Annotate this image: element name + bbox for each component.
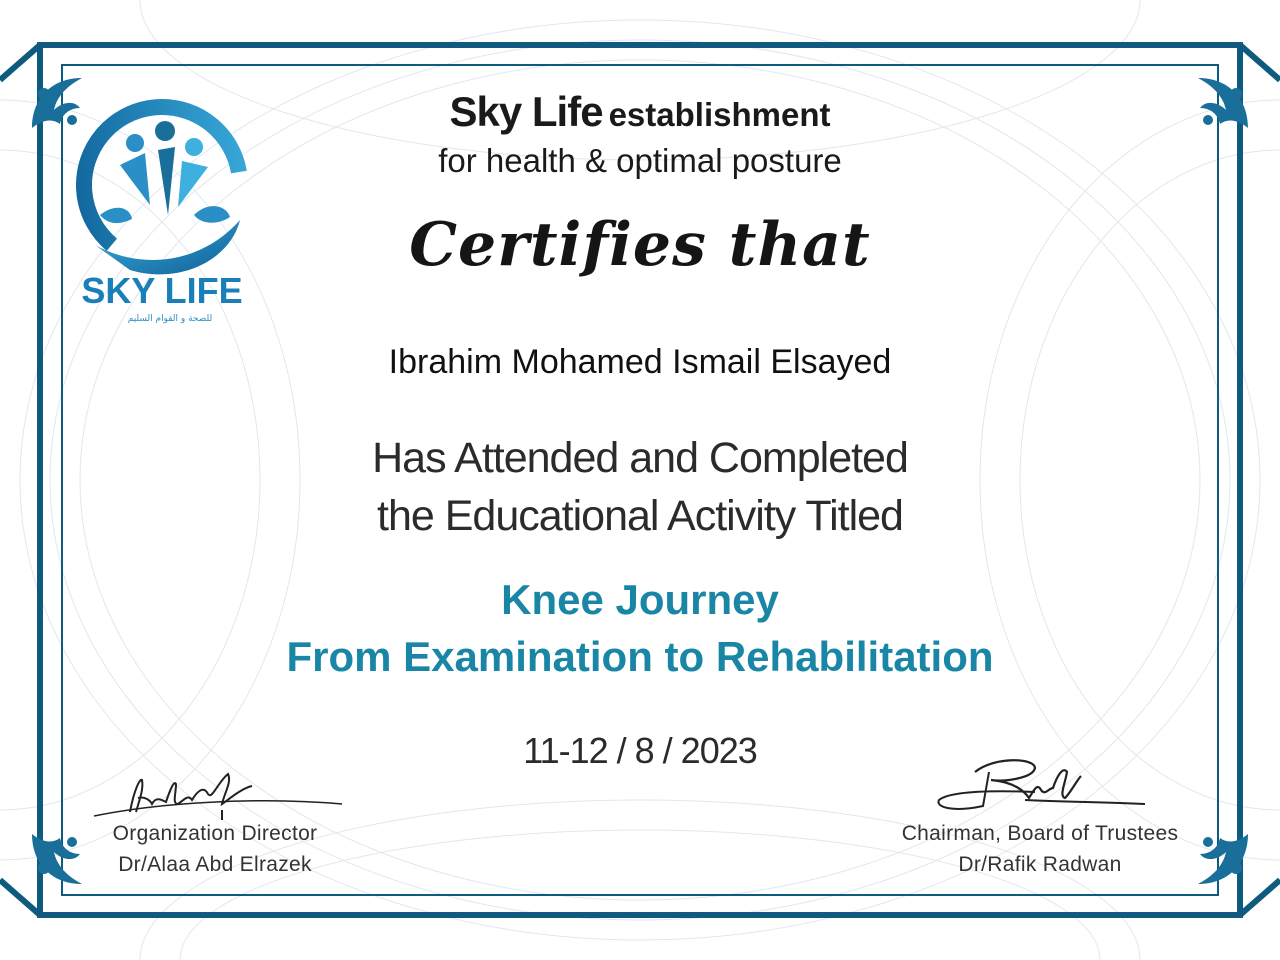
corner-ornament-icon xyxy=(1188,824,1258,894)
certifies-heading: Certifies that xyxy=(409,210,871,280)
header-title xyxy=(0,88,1280,136)
brand-suffix: establishment xyxy=(608,96,831,133)
right-signer-role: Chairman, Board of Trustees xyxy=(901,822,1179,845)
course-title-line-1: Knee Journey xyxy=(501,576,779,623)
statement-line-1: Has Attended and Completed xyxy=(372,434,908,482)
corner-ornament-icon xyxy=(22,824,92,894)
recipient-name: Ibrahim Mohamed Ismail Elsayed xyxy=(388,343,892,381)
logo-text: SKY LIFE xyxy=(81,270,243,311)
statement-line-2: the Educational Activity Titled xyxy=(377,492,903,540)
left-signer-name: Dr/Alaa Abd Elrazek xyxy=(118,853,312,876)
right-signer-name: Dr/Rafik Radwan xyxy=(958,853,1122,876)
header-tagline: for health & optimal posture xyxy=(438,142,842,179)
left-signature xyxy=(92,760,352,830)
logo-arabic-text: للصحة و القوام السليم xyxy=(127,314,213,324)
left-signer-role: Organization Director xyxy=(112,822,318,845)
course-title-line-2: From Examination to Rehabilitation xyxy=(286,633,994,680)
brand-name: Sky Life xyxy=(449,88,603,135)
certificate-date: 11-12 / 8 / 2023 xyxy=(523,730,757,771)
right-signature xyxy=(925,752,1155,822)
